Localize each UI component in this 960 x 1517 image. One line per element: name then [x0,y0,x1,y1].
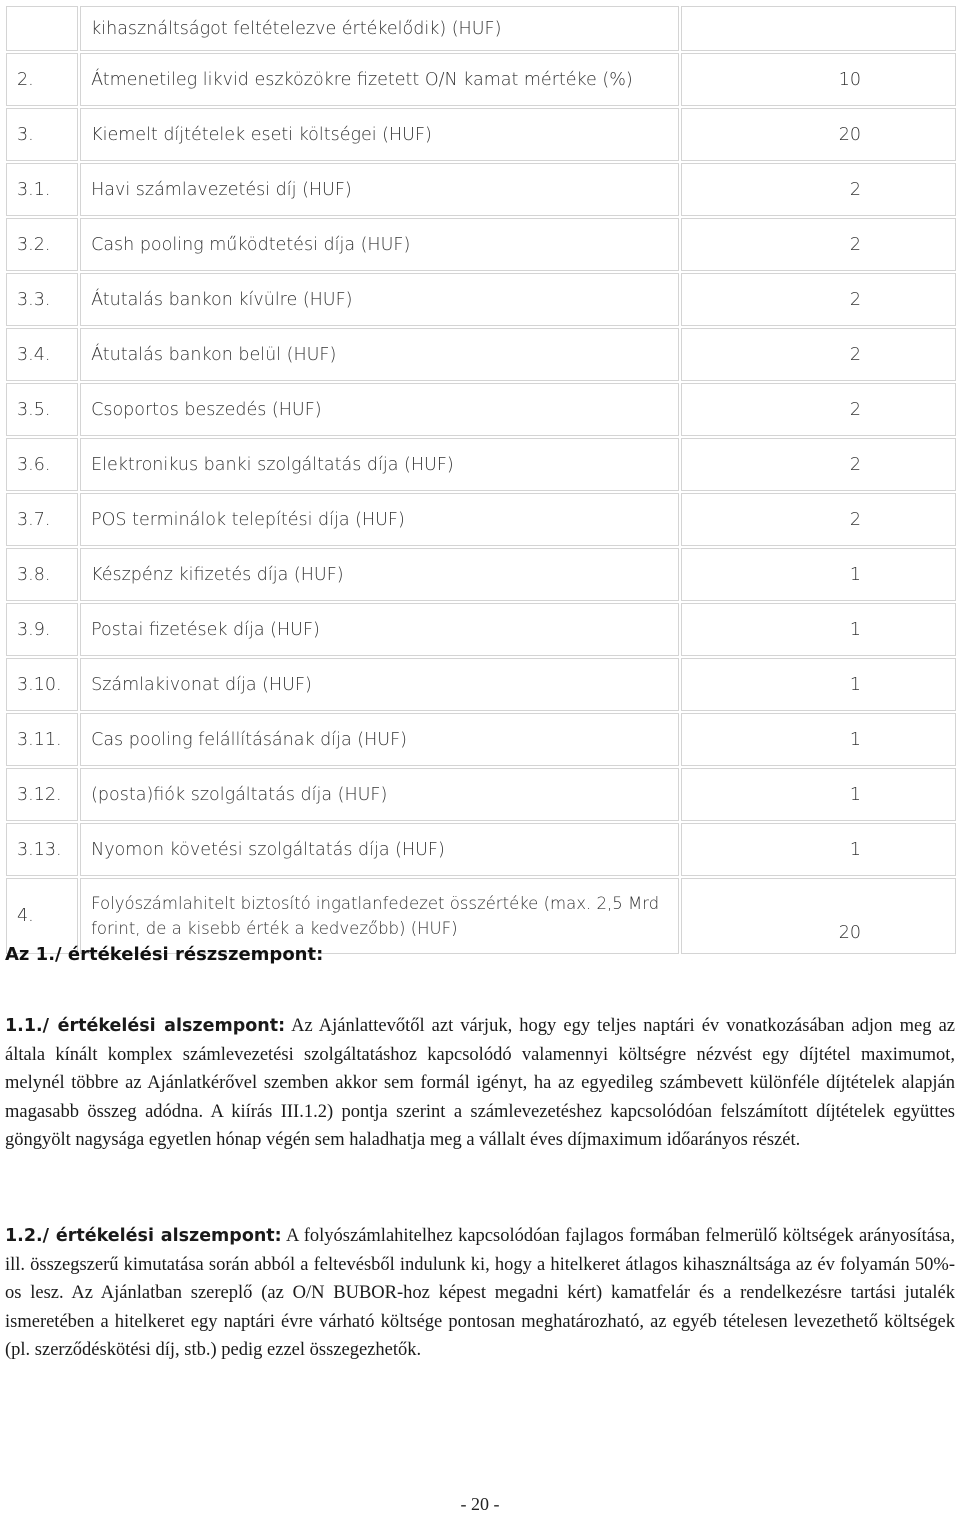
row-weight: 1 [681,603,956,656]
paragraph-text: A folyószámlahitelhez kapcsolódóan fajlagos formában felmerülő költségek arányosítása, ill. összegszerű kimutatása során abból a feltevésből indulunk ki, hogy a hitelkeret átlagos kihasználtsága az év folyamán 50%-os lesz. Az Ajánlatban szereplő (az O/N BUBOR-hoz képest megadni kért) kamatfelár és a rendelkezésre tartási jutalék ismeretében a hitelkeret egy naptári évre várható költsége pontosan meghatározható, az egyéb tételesen levezethető költségek (pl. szerződéskötési díj, stb.) pedig ezzel összegezhetők. [5,1226,955,1360]
row-weight: 2 [681,273,956,326]
row-label: Cas pooling felállításának díja (HUF) [80,713,679,766]
paragraph-lead: 1.2./ értékelési alszempont: [5,1226,282,1246]
paragraph-lead: 1.1./ értékelési alszempont: [5,1016,286,1036]
table-row [6,878,956,954]
row-label: Csoportos beszedés (HUF) [80,383,679,436]
row-label: Átutalás bankon kívülre (HUF) [80,273,679,326]
row-number: 3.7. [6,493,78,546]
row-weight: 2 [681,328,956,381]
row-number: 3. [6,108,78,161]
row-number: 3.9. [6,603,78,656]
row-number: 3.10. [6,658,78,711]
row-weight: 1 [681,658,956,711]
row-weight: 1 [681,768,956,821]
row-label: Postai fizetések díja (HUF) [80,603,679,656]
table-row [6,713,956,766]
row-number: 4. [6,878,78,954]
row-weight: 20 [681,878,956,954]
row-label: Nyomon követési szolgáltatás díja (HUF) [80,823,679,876]
row-weight [681,6,956,51]
row-number: 3.5. [6,383,78,436]
row-weight: 1 [681,823,956,876]
table-row [6,658,956,711]
page-number: - 20 - [460,1494,500,1514]
row-label: POS terminálok telepítési díja (HUF) [80,493,679,546]
table-row [6,273,956,326]
table-row [6,163,956,216]
row-label: Cash pooling működtetési díja (HUF) [80,218,679,271]
row-number: 3.13. [6,823,78,876]
row-label: Folyószámlahitelt biztosító ingatlanfedezet összértéke (max. 2,5 Mrd forint, de a kisebb érték a kedvezőbb) (HUF) [80,878,679,954]
row-weight: 1 [681,548,956,601]
paragraph-criterion-1-2 [5,1222,955,1365]
row-number: 3.3. [6,273,78,326]
row-number: 3.2. [6,218,78,271]
row-label: Havi számlavezetési díj (HUF) [80,163,679,216]
table-row [6,548,956,601]
row-number: 3.11. [6,713,78,766]
row-label: Átmenetileg likvid eszközökre fizetett O/N kamat mértéke (%) [80,53,679,106]
row-weight: 20 [681,108,956,161]
row-label: kihasználtságot feltételezve értékelődik) (HUF) [80,6,679,51]
table-row [6,328,956,381]
table-row [6,493,956,546]
row-number: 3.4. [6,328,78,381]
paragraph-criterion-1-1 [5,1012,955,1155]
row-label: Számlakivonat díja (HUF) [80,658,679,711]
table-row [6,108,956,161]
section-subheading: Az 1./ értékelési részszempont: [5,944,324,965]
row-weight: 2 [681,493,956,546]
row-weight: 10 [681,53,956,106]
row-label: Elektronikus banki szolgáltatás díja (HUF) [80,438,679,491]
row-weight: 2 [681,163,956,216]
table-row [6,218,956,271]
row-weight: 2 [681,383,956,436]
row-weight: 1 [681,713,956,766]
row-label: (posta)fiók szolgáltatás díja (HUF) [80,768,679,821]
paragraph-text: Az Ajánlattevőtől azt várjuk, hogy egy teljes naptári év vonatkozásában adjon meg az általa kínált komplex számlevezetési szolgáltatáshoz kapcsolódó valamennyi költségre nézvést egy díjtétel maximumot, melynél többre az Ajánlatkérővel szemben akkor sem formál igényt, ha az egyedileg számbevett különféle díjtételek alapján magasabb összeg adódna. A kiírás III.1.2) pontja szerint a számlevezetéshez kapcsolódóan felszámított díjtételek együttes göngyölt nagysága egyetlen hónap végén sem haladhatja meg a vállalt éves díjmaximum időarányos részét. [5,1016,955,1150]
row-number: 3.6. [6,438,78,491]
row-label: Kiemelt díjtételek eseti költségei (HUF) [80,108,679,161]
scoring-table [4,4,958,956]
row-number [6,6,78,51]
row-label: Átutalás bankon belül (HUF) [80,328,679,381]
table-row [6,768,956,821]
table-row [6,6,956,51]
row-weight: 2 [681,438,956,491]
row-label: Készpénz kifizetés díja (HUF) [80,548,679,601]
table-row [6,53,956,106]
table-row [6,438,956,491]
row-weight: 2 [681,218,956,271]
table-row [6,383,956,436]
table-row [6,603,956,656]
table-row [6,823,956,876]
row-number: 3.8. [6,548,78,601]
row-number: 3.1. [6,163,78,216]
row-number: 3.12. [6,768,78,821]
row-number: 2. [6,53,78,106]
